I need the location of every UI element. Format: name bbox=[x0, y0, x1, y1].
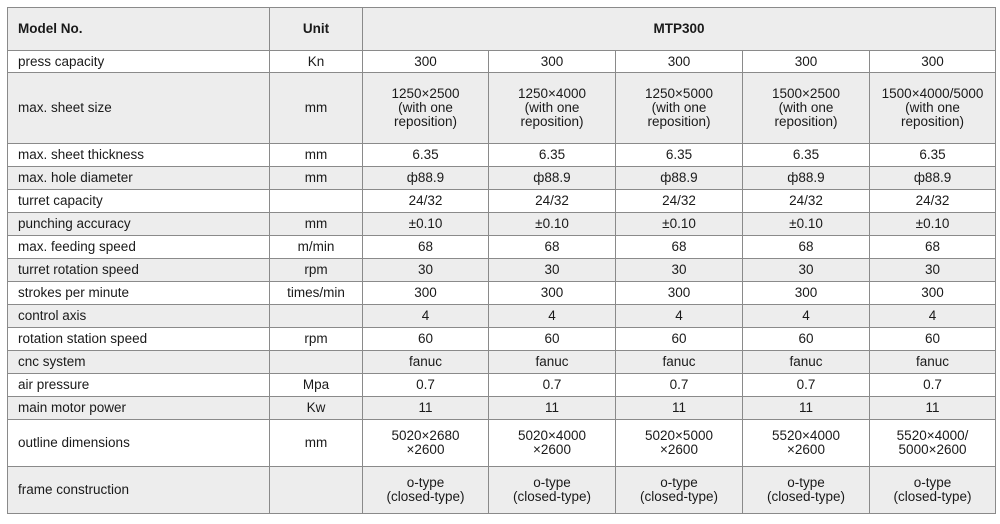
row-value: 68 bbox=[743, 236, 870, 259]
row-value: fanuc bbox=[870, 351, 996, 374]
row-value: 4 bbox=[616, 305, 743, 328]
row-value: 300 bbox=[616, 51, 743, 73]
row-unit: mm bbox=[270, 144, 363, 167]
row-unit bbox=[270, 351, 363, 374]
row-unit: times/min bbox=[270, 282, 363, 305]
table-row bbox=[8, 420, 996, 467]
table-row bbox=[8, 213, 996, 236]
row-value: 300 bbox=[870, 51, 996, 73]
row-label: outline dimensions bbox=[8, 420, 270, 467]
row-label: frame construction bbox=[8, 467, 270, 514]
model-no-header: Model No. bbox=[8, 8, 270, 51]
row-value: o-type (closed-type) bbox=[616, 467, 743, 514]
row-label: control axis bbox=[8, 305, 270, 328]
row-value: 300 bbox=[363, 282, 489, 305]
row-value: o-type (closed-type) bbox=[743, 467, 870, 514]
row-value: 0.7 bbox=[363, 374, 489, 397]
row-label: punching accuracy bbox=[8, 213, 270, 236]
row-label: turret capacity bbox=[8, 190, 270, 213]
row-value: 6.35 bbox=[363, 144, 489, 167]
row-value: ф88.9 bbox=[489, 167, 616, 190]
row-value: ф88.9 bbox=[616, 167, 743, 190]
row-unit bbox=[270, 305, 363, 328]
row-value: 30 bbox=[363, 259, 489, 282]
row-value: 24/32 bbox=[743, 190, 870, 213]
row-value: 5020×5000 ×2600 bbox=[616, 420, 743, 467]
row-value: ±0.10 bbox=[616, 213, 743, 236]
table-row bbox=[8, 305, 996, 328]
row-value: 4 bbox=[870, 305, 996, 328]
row-value: ±0.10 bbox=[363, 213, 489, 236]
row-value: 4 bbox=[743, 305, 870, 328]
row-value: fanuc bbox=[363, 351, 489, 374]
row-unit: Kn bbox=[270, 51, 363, 73]
row-value: 24/32 bbox=[489, 190, 616, 213]
row-value: 24/32 bbox=[616, 190, 743, 213]
row-value: 5020×2680 ×2600 bbox=[363, 420, 489, 467]
row-value: 11 bbox=[616, 397, 743, 420]
row-unit: Kw bbox=[270, 397, 363, 420]
table-row bbox=[8, 167, 996, 190]
table-row bbox=[8, 374, 996, 397]
table-row bbox=[8, 73, 996, 144]
row-value: ф88.9 bbox=[870, 167, 996, 190]
table-row bbox=[8, 328, 996, 351]
row-label: press capacity bbox=[8, 51, 270, 73]
row-value: 300 bbox=[870, 282, 996, 305]
row-unit: m/min bbox=[270, 236, 363, 259]
table-row bbox=[8, 144, 996, 167]
table-row bbox=[8, 351, 996, 374]
row-value: 11 bbox=[870, 397, 996, 420]
row-value: ф88.9 bbox=[743, 167, 870, 190]
row-label: main motor power bbox=[8, 397, 270, 420]
row-unit: Mpa bbox=[270, 374, 363, 397]
row-value: 0.7 bbox=[870, 374, 996, 397]
spec-table bbox=[7, 7, 996, 514]
row-value: ±0.10 bbox=[489, 213, 616, 236]
row-value: 68 bbox=[489, 236, 616, 259]
header-row bbox=[8, 8, 996, 51]
row-label: strokes per minute bbox=[8, 282, 270, 305]
row-unit: rpm bbox=[270, 328, 363, 351]
table-row bbox=[8, 467, 996, 514]
row-value: ±0.10 bbox=[870, 213, 996, 236]
table-row bbox=[8, 51, 996, 73]
row-value: 300 bbox=[489, 51, 616, 73]
row-value: 30 bbox=[743, 259, 870, 282]
row-label: max. feeding speed bbox=[8, 236, 270, 259]
row-label: max. hole diameter bbox=[8, 167, 270, 190]
row-value: 30 bbox=[489, 259, 616, 282]
row-value: 6.35 bbox=[489, 144, 616, 167]
row-label: cnc system bbox=[8, 351, 270, 374]
row-label: max. sheet size bbox=[8, 73, 270, 144]
table-row bbox=[8, 282, 996, 305]
row-value: 68 bbox=[363, 236, 489, 259]
row-label: turret rotation speed bbox=[8, 259, 270, 282]
row-value: o-type (closed-type) bbox=[870, 467, 996, 514]
row-value: 11 bbox=[363, 397, 489, 420]
row-value: 300 bbox=[743, 51, 870, 73]
row-value: 4 bbox=[363, 305, 489, 328]
row-value: 60 bbox=[616, 328, 743, 351]
row-value: 4 bbox=[489, 305, 616, 328]
row-value: 1500×2500 (with one reposition) bbox=[743, 73, 870, 144]
row-unit: mm bbox=[270, 73, 363, 144]
row-value: 60 bbox=[743, 328, 870, 351]
row-value: 30 bbox=[616, 259, 743, 282]
table-row bbox=[8, 397, 996, 420]
row-unit: mm bbox=[270, 213, 363, 236]
row-value: 300 bbox=[743, 282, 870, 305]
row-value: 6.35 bbox=[743, 144, 870, 167]
table-row bbox=[8, 236, 996, 259]
row-label: max. sheet thickness bbox=[8, 144, 270, 167]
row-value: 60 bbox=[870, 328, 996, 351]
row-value: 1500×4000/5000 (with one reposition) bbox=[870, 73, 996, 144]
row-value: 300 bbox=[489, 282, 616, 305]
row-value: 0.7 bbox=[743, 374, 870, 397]
row-unit: mm bbox=[270, 167, 363, 190]
row-value: fanuc bbox=[616, 351, 743, 374]
row-unit: rpm bbox=[270, 259, 363, 282]
table-row bbox=[8, 259, 996, 282]
row-value: 300 bbox=[363, 51, 489, 73]
row-value: fanuc bbox=[743, 351, 870, 374]
row-value: ф88.9 bbox=[363, 167, 489, 190]
row-value: 5020×4000 ×2600 bbox=[489, 420, 616, 467]
row-value: 30 bbox=[870, 259, 996, 282]
spec-table-body bbox=[8, 51, 996, 514]
row-value: 1250×2500 (with one reposition) bbox=[363, 73, 489, 144]
row-value: o-type (closed-type) bbox=[363, 467, 489, 514]
row-value: 11 bbox=[489, 397, 616, 420]
row-value: 1250×5000 (with one reposition) bbox=[616, 73, 743, 144]
row-value: 1250×4000 (with one reposition) bbox=[489, 73, 616, 144]
row-unit bbox=[270, 467, 363, 514]
row-value: 6.35 bbox=[870, 144, 996, 167]
row-value: 300 bbox=[616, 282, 743, 305]
row-label: rotation station speed bbox=[8, 328, 270, 351]
row-unit: mm bbox=[270, 420, 363, 467]
row-value: 68 bbox=[870, 236, 996, 259]
row-value: 5520×4000/ 5000×2600 bbox=[870, 420, 996, 467]
row-value: 60 bbox=[363, 328, 489, 351]
row-value: 11 bbox=[743, 397, 870, 420]
row-value: 6.35 bbox=[616, 144, 743, 167]
row-value: 0.7 bbox=[489, 374, 616, 397]
row-value: ±0.10 bbox=[743, 213, 870, 236]
row-label: air pressure bbox=[8, 374, 270, 397]
row-value: 68 bbox=[616, 236, 743, 259]
row-unit bbox=[270, 190, 363, 213]
row-value: fanuc bbox=[489, 351, 616, 374]
table-row bbox=[8, 190, 996, 213]
model-value-header: MTP300 bbox=[363, 8, 996, 51]
row-value: o-type (closed-type) bbox=[489, 467, 616, 514]
unit-header: Unit bbox=[270, 8, 363, 51]
row-value: 60 bbox=[489, 328, 616, 351]
row-value: 5520×4000 ×2600 bbox=[743, 420, 870, 467]
row-value: 24/32 bbox=[363, 190, 489, 213]
row-value: 0.7 bbox=[616, 374, 743, 397]
row-value: 24/32 bbox=[870, 190, 996, 213]
